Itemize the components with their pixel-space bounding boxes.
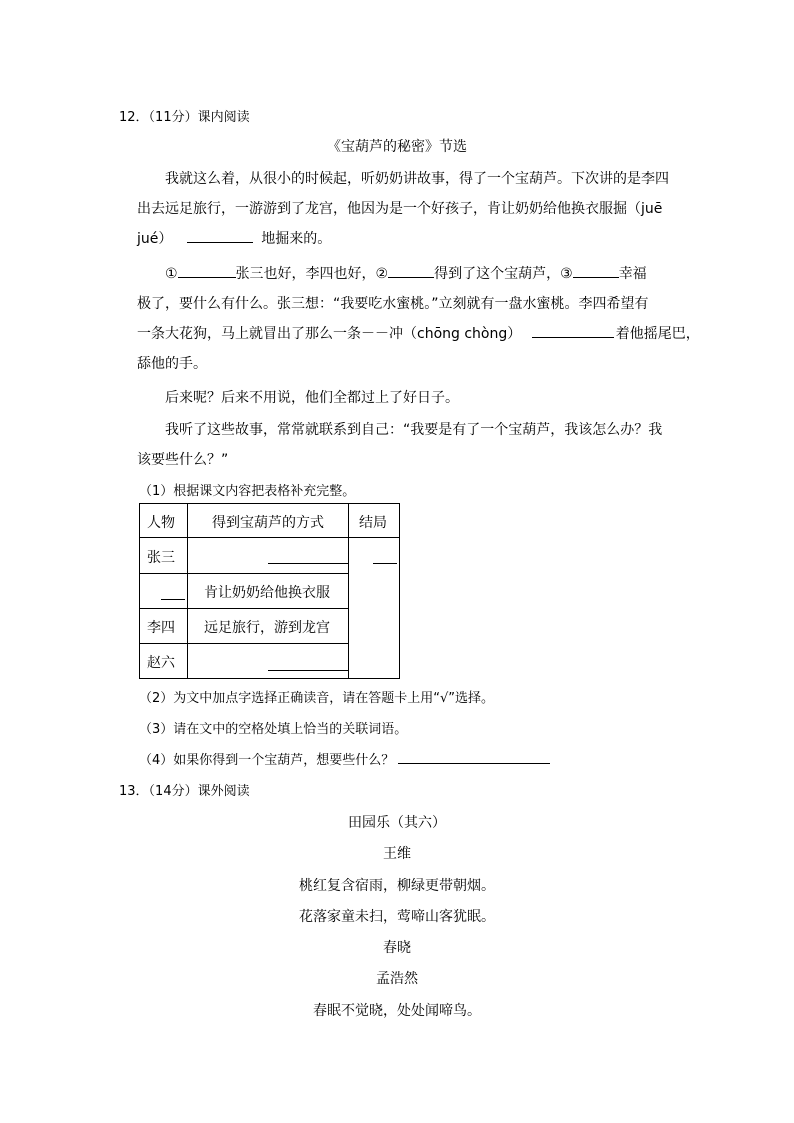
- paragraph-2-text-b: 得到了这个宝葫芦，③: [434, 266, 573, 282]
- poem-1-author: 王维: [383, 846, 411, 862]
- paragraph-4-line-1: 我听了这些故事，常常就联系到自己：“我要是有了一个宝葫芦，我该怎么办？我: [165, 422, 663, 438]
- sub-question-4: [139, 749, 550, 768]
- sub-question-2: （2）为文中加点字选择正确读音，请在答题卡上用“√”选择。: [139, 691, 495, 706]
- table-row-1-person: 张三: [147, 550, 175, 566]
- answer-blank-1[interactable]: [178, 263, 236, 278]
- question-12-heading: 12．（11分）课内阅读: [119, 110, 250, 125]
- poem-1-line-2: 花落家童未扫，莺啼山客犹眠。: [299, 909, 495, 925]
- table-row-4-person: 赵六: [147, 655, 175, 671]
- paragraph-1-line-1: 我就这么着，从很小的时候起，听奶奶讲故事，得了一个宝葫芦。下次讲的是李四: [165, 171, 669, 187]
- paragraph-2-line-4: 舔他的手。: [137, 356, 207, 372]
- table-row-3-method: 远足旅行，游到龙宫: [204, 620, 330, 636]
- table-row-4-method-blank[interactable]: [268, 655, 348, 671]
- paragraph-4-line-2: 该要些什么？”: [137, 452, 229, 468]
- paragraph-2-line-1: [165, 263, 647, 283]
- paragraph-2-text-a: 张三也好，李四也好，②: [235, 266, 389, 282]
- poem-1-title: 田园乐（其六）: [348, 815, 446, 831]
- table-row-2-person-blank[interactable]: [161, 584, 185, 600]
- poem-2-title: 春晓: [383, 940, 411, 956]
- table-header-result: 结局: [359, 515, 387, 531]
- answer-blank-jue[interactable]: [187, 228, 253, 243]
- table-header-method: 得到宝葫芦的方式: [212, 515, 324, 531]
- table-row-2-method: 肯让奶奶给他换衣服: [204, 585, 330, 601]
- sub-question-4-answer-blank[interactable]: [398, 749, 550, 764]
- paragraph-1-line-3-text: 地掘来的。: [261, 231, 332, 247]
- question-13-heading: 13．（14分）课外阅读: [119, 784, 250, 799]
- paragraph-2-text-c: 幸福: [618, 266, 647, 282]
- passage-title: 《宝葫芦的秘密》节选: [327, 139, 467, 155]
- poem-2-author: 孟浩然: [376, 971, 418, 987]
- poem-1-line-1: 桃红复含宿雨，柳绿更带朝烟。: [299, 878, 495, 894]
- table-header-person: 人物: [147, 515, 175, 531]
- answer-blank-chong[interactable]: [532, 323, 614, 338]
- table-row-1-method-blank[interactable]: [268, 548, 348, 564]
- pinyin-jue: jué）: [137, 231, 173, 247]
- paragraph-3: 后来呢？后来不用说，他们全都过上了好日子。: [165, 390, 459, 406]
- paragraph-2-line-3-text: 着他摇尾巴，: [615, 326, 700, 342]
- answer-blank-2[interactable]: [388, 263, 434, 278]
- paragraph-1-line-2: 出去远足旅行，一游游到了龙宫，他因为是一个好孩子，肯让奶奶给他换衣服掘（juē: [137, 201, 663, 217]
- paragraph-2-line-2: 极了，要什么有什么。张三想：“我要吃水蜜桃。”立刻就有一盘水蜜桃。李四希望有: [137, 296, 649, 312]
- paragraph-2-line-3: [137, 323, 700, 343]
- answer-blank-3[interactable]: [573, 263, 619, 278]
- table-row-3-person: 李四: [147, 620, 175, 636]
- circled-number-1: ①: [165, 266, 178, 282]
- poem-2-line-1: 春眠不觉晓，处处闻啼鸟。: [313, 1003, 481, 1019]
- table-result-blank[interactable]: [373, 548, 397, 564]
- sub-question-4-text: （4）如果你得到一个宝葫芦，想要些什么？: [139, 753, 395, 768]
- sub-question-1: （1）根据课文内容把表格补充完整。: [139, 484, 356, 499]
- sub-question-3: （3）请在文中的空格处填上恰当的关联词语。: [139, 722, 408, 737]
- paragraph-1-line-3: [137, 228, 331, 248]
- pinyin-chong: 一条大花狗，马上就冒出了那么一条－－冲（chōng chòng）: [137, 326, 522, 342]
